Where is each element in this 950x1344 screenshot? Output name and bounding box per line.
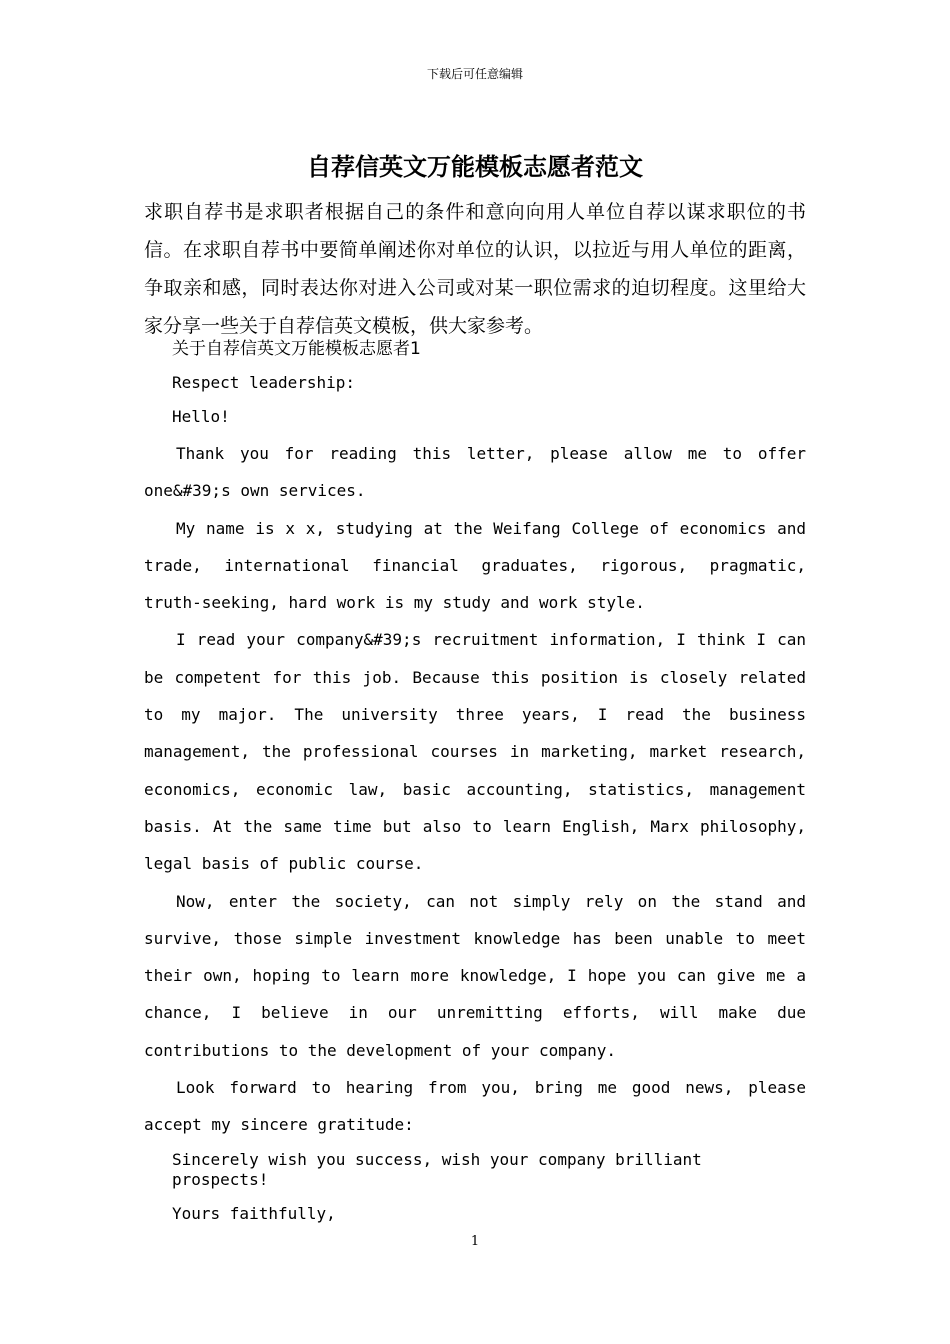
letter-paragraph-2: My name is x x, studying at the Weifang College of economics and trade, international financial graduates, rigorous, pragmatic, truth-seeking, hard work is my study and work style. xyxy=(144,518,806,613)
letter-body xyxy=(144,339,806,1224)
intro-paragraph: 求职自荐书是求职者根据自己的条件和意向向用人单位自荐以谋求职位的书信。在求职自荐书中要简单阐述你对单位的认识，以拉近与用人单位的距离，争取亲和感，同时表达你对进入公司或对某一职位需求的迫切程度。这里给大家分享一些关于自荐信英文模板，供大家参考。 xyxy=(144,201,806,337)
closing-wish: Sincerely wish you success, wish your company brilliant prospects! xyxy=(172,1149,702,1189)
letter-paragraph-3: I read your company&#39;s recruitment information, I think I can be competent for this job. Because this position is closely related to my major. The university three years, I read the business management, the professional courses in marketing, market research, economics, economic law, basic accounting, statistics, management basis. At the same time but also to learn English, Marx philosophy, legal basis of public course. xyxy=(144,630,806,874)
header-note: 下载后可任意编辑 xyxy=(426,67,523,81)
letter-paragraph-5: Look forward to hearing from you, bring me good news, please accept my sincere gratitude: xyxy=(144,1078,806,1135)
sign-off: Yours faithfully, xyxy=(172,1203,336,1223)
greeting: Hello! xyxy=(172,407,230,426)
section-heading: 关于自荐信英文万能模板志愿者1 xyxy=(172,339,421,359)
letter-paragraph-1: Thank you for reading this letter, please allow me to offer one&#39;s own services. xyxy=(144,444,806,501)
document-title: 自荐信英文万能模板志愿者范文 xyxy=(307,153,643,181)
salutation: Respect leadership: xyxy=(172,373,356,392)
page-number: 1 xyxy=(470,1234,480,1249)
letter-paragraph-4: Now, enter the society, can not simply rely on the stand and survive, those simple investment knowledge has been unable to meet their own, hoping to learn more knowledge, I hope you can give me a chance, I believe in our unremitting efforts, will make due contributions to the development of your company. xyxy=(144,891,806,1060)
